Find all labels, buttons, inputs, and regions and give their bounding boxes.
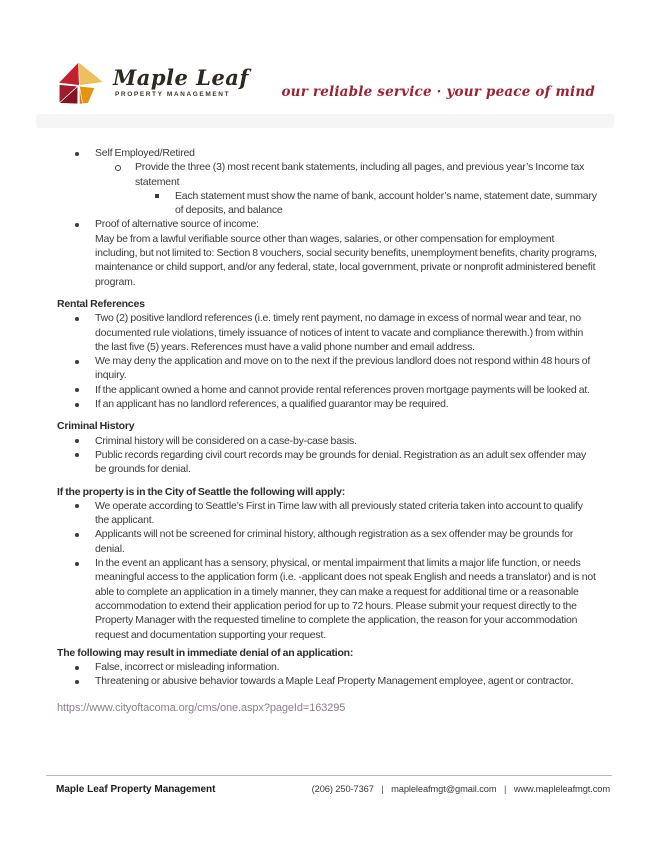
list-item-text: Two (2) positive landlord references (i.e. timely rent payment, no damage in excess of normal wear and tear, no documented rule violations, timely issuance of notices of intent to vacate and compliance therewith.) from within the last five (5) years. References must have a valid phone number and email address. (95, 312, 584, 353)
footer-company-name: Maple Leaf Property Management (56, 784, 216, 795)
bullet-icon (75, 360, 79, 364)
list-item (57, 434, 597, 448)
list-item (57, 383, 597, 397)
list-item (57, 448, 597, 477)
list-item (57, 311, 597, 354)
logo-text (113, 67, 249, 98)
footer-phone: (206) 250-7367 (311, 784, 374, 794)
bullet-icon (75, 533, 79, 537)
list-item (57, 189, 597, 218)
footer-email: mapleleafmgt@gmail.com (391, 784, 497, 794)
bullet-icon (75, 388, 79, 392)
footer-website: www.mapleleafmgt.com (513, 784, 610, 794)
list-item-text: Criminal history will be considered on a case-by-case basis. (95, 434, 357, 447)
list-item (57, 160, 597, 189)
footer-separator: | (504, 784, 507, 794)
section-heading: The following may result in immediate denial of an application: (57, 646, 354, 659)
list-item (57, 556, 597, 642)
bullet-icon (75, 562, 79, 566)
document-body (57, 146, 597, 715)
list-item (57, 527, 597, 556)
bullet-icon (75, 403, 79, 407)
circle-bullet-icon (115, 165, 121, 171)
list-item-text: Public records regarding civil court records may be grounds for denial. Registration as an adult sex offender may be grounds for denial. (95, 448, 587, 476)
bullet-icon (75, 223, 79, 227)
section-immediate-denial (57, 646, 597, 689)
section-criminal-history (57, 419, 597, 476)
list-item-text: If the applicant owned a home and cannot provide rental references proven mortgage payments will be looked at. (95, 383, 590, 396)
bullet-icon (75, 152, 79, 156)
logo-house-icon (56, 56, 106, 110)
brand-subtitle: PROPERTY MANAGEMENT (115, 91, 231, 98)
tagline: our reliable service · your peace of mind (281, 84, 595, 100)
list-item-text: We operate according to Seattle’s First in Time law with all previously stated criteria taken into account to qualify the applicant. (95, 499, 583, 527)
section-rental-references (57, 297, 597, 411)
list-item-text: Each statement must show the name of bank, account holder’s name, statement date, summary of deposits, and balance (175, 189, 597, 217)
list-item (57, 217, 597, 231)
paragraph-text: May be from a lawful verifiable source other than wages, salaries, or other compensation for employment including, but not limited to: Section 8 vouchers, social security benefits, unemployment benefits, charity programs, maintenance or child support, and/or any federal, state, local government, private or nonprofit administered benefit program. (95, 232, 597, 288)
list-item-text: Proof of alternative source of income: (95, 218, 259, 231)
footer-separator: | (381, 784, 384, 794)
section-heading: If the property is in the City of Seattle the following will apply: (57, 485, 346, 498)
list-item (57, 354, 597, 383)
list-item (57, 499, 597, 528)
bullet-icon (75, 504, 79, 508)
list-item-text: Self Employed/Retired (95, 147, 195, 159)
header-divider-band (36, 114, 614, 128)
section-heading: Rental References (57, 297, 145, 310)
footer-contact (312, 784, 610, 794)
list-item-text: If an applicant has no landlord references, a qualified guarantor may be required. (95, 398, 449, 411)
cityoftacoma-link[interactable]: https://www.cityoftacoma.org/cms/one.aspx?pageId=163295 (57, 701, 346, 714)
bullet-icon (75, 317, 79, 321)
document-footer (46, 775, 612, 795)
list-item (57, 397, 597, 411)
list-item-text: Provide the three (3) most recent bank statements, including all pages, and previous year’s Income tax statement (135, 161, 585, 188)
bullet-icon (75, 439, 79, 443)
list-item (57, 674, 597, 688)
list-item (57, 660, 597, 674)
list-item-text: False, incorrect or misleading information. (95, 661, 280, 674)
list-item-text: We may deny the application and move on to the next if the previous landlord does not respond within 48 hours of inquiry. (95, 355, 591, 382)
list-item-text: In the event an applicant has a sensory, physical, or mental impairment that limits a major life function, or needs meaningful access to the application form (i.e. -applicant does not speak English and needs a translator) and is not able to complete an application in a timely manner, they can make a request for additional time or a reasonable accommodation to extend their application period for up to 72 hours. Please submit your request directly to the Property Manager with the requested timeline to complete the application, the reason for your accommodation request and documentation supporting your request. (95, 557, 596, 641)
bullet-icon (75, 666, 79, 670)
bullet-icon (75, 453, 79, 457)
square-bullet-icon (155, 194, 159, 198)
list-item (57, 146, 597, 160)
section-city-of-seattle (57, 485, 597, 642)
section-heading: Criminal History (57, 420, 135, 433)
brand-name: Maple Leaf (113, 65, 249, 90)
logo (56, 56, 249, 110)
list-item-text: Threatening or abusive behavior towards a Maple Leaf Property Management employee, agent or contractor. (95, 675, 574, 688)
bullet-icon (75, 680, 79, 684)
paragraph (57, 232, 597, 289)
list-item-text: Applicants will not be screened for criminal history, although registration as a sex offender may be grounds for denial. (95, 528, 574, 555)
